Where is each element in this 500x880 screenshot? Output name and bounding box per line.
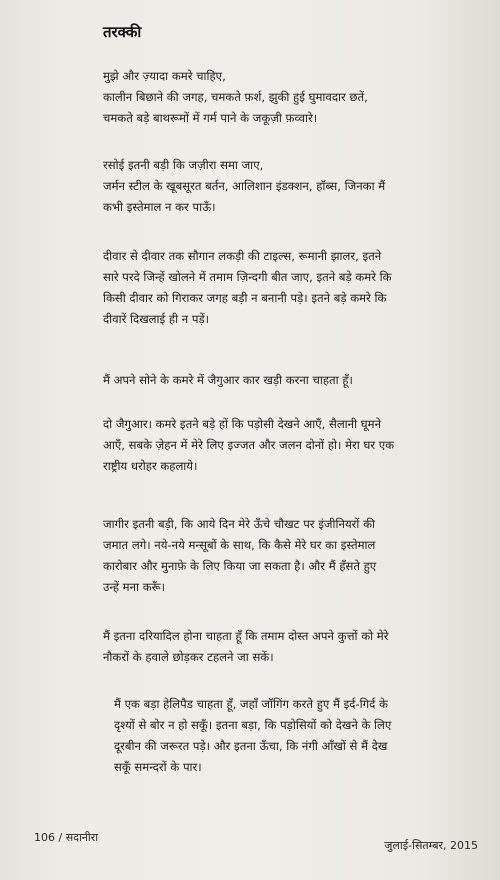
stanza-4 bbox=[103, 370, 475, 391]
poem-line: मैं एक बड़ा हेलिपैड चाहता हूँ, जहाँ जॉगिंग करते हुए मैं इर्द-गिर्द के bbox=[114, 697, 388, 711]
poem-line: कभी इस्तेमाल न कर पाऊँ। bbox=[103, 200, 216, 214]
page-number: 106 / सदानीरा bbox=[34, 831, 99, 844]
poem-line: मैं अपने सोने के कमरे में जैगुआर कार खड़ी करना चाहता हूँ। bbox=[103, 373, 353, 387]
stanza-1 bbox=[103, 66, 475, 129]
poem-line: जर्मन स्टील के खूबसूरत बर्तन, आलिशान इंडक्शन, हॉब्स, जिनका मैं bbox=[103, 179, 386, 193]
stanza-8 bbox=[114, 694, 476, 778]
poem-line: जमात लगे। नये-नये मन्सूबों के साथ, कि कैसे मेरे घर का इस्तेमाल bbox=[103, 538, 376, 552]
poem-line: कालीन बिछाने की जगह, चमकते फ़र्श, झुकी हुई घुमावदार छतें, bbox=[103, 90, 368, 104]
poem-line: दीवारें दिखलाई ही न पड़ें। bbox=[103, 312, 210, 326]
poem-line: मैं इतना दरियादिल होना चाहता हूँ कि तमाम दोस्त अपने कुत्तों को मेरे bbox=[103, 629, 389, 643]
stanza-6 bbox=[103, 514, 475, 598]
stanza-2 bbox=[103, 155, 475, 218]
poem-line: दीवार से दीवार तक सौगान लकड़ी की टाइल्स, रूमानी झालर, इतने bbox=[103, 249, 382, 263]
stanza-5 bbox=[103, 414, 475, 477]
poem-line: मुझे और ज़्यादा कमरे चाहिए, bbox=[103, 69, 226, 83]
poem-line: किसी दीवार को गिराकर जगह बड़ी न बनानी पड़े। इतने बड़े कमरे कि bbox=[103, 291, 387, 305]
poem-line: नौकरों के हवाले छोड़कर टहलने जा सकें। bbox=[103, 650, 274, 664]
poem-line: उन्हें मना करूँ। bbox=[103, 580, 166, 594]
poem-line: दूरबीन की जरूरत पड़े। और इतना ऊँचा, कि नंगी आँखों से मैं देख bbox=[114, 739, 388, 753]
poem-line: चमकते बड़े बाथरूमों में गर्म पाने के जकूज़ी फ़व्वारे। bbox=[103, 111, 318, 125]
poem-line: सारे परदे जिन्हें खोलने में तमाम ज़िन्दगी बीत जाए, इतने बड़े कमरे कि bbox=[103, 270, 392, 284]
poem-line: रसोई इतनी बड़ी कि जज़ीरा समा जाए, bbox=[103, 158, 264, 172]
poem-line: दृश्यों से बोर न हो सकूँ। इतना बड़ा, कि पड़ोसियों को देखने के लिए bbox=[114, 718, 392, 732]
poem-line: राष्ट्रीय धरोहर कहलाये। bbox=[103, 459, 198, 473]
stanza-7 bbox=[103, 626, 475, 668]
poem-line: सकूँ समन्दरों के पार। bbox=[114, 760, 202, 774]
poem-line: आएँ, सबके ज़ेहन में मेरे लिए इज्जत और जलन दोनों हो। मेरा घर एक bbox=[103, 438, 395, 452]
poem-line: कारोबार और मुनाफ़े के लिए किया जा सकता है। और मैं हँसते हुए bbox=[103, 559, 377, 573]
poem-line: दो जैगुआर। कमरे इतने बड़े हों कि पड़ोसी देखने आएँ, सैलानी घूमने bbox=[103, 417, 382, 431]
stanza-3 bbox=[103, 246, 475, 330]
poem-title: तरक्की bbox=[103, 23, 142, 41]
poem-line: जागीर इतनी बड़ी, कि आये दिन मेरे ऊँचे चौखट पर इंजीनियरों की bbox=[103, 517, 376, 531]
issue-date: जुलाई-सितम्बर, 2015 bbox=[384, 839, 478, 852]
